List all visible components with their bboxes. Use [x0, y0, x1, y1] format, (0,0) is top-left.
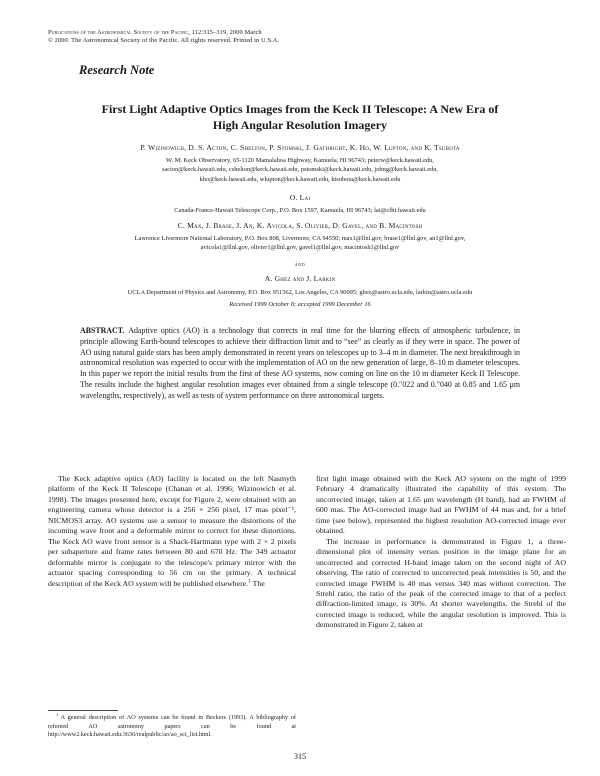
author-list-1: P. Wizinowich, D. S. Acton, C. Shelton, P. Stomski, J. Gathright, K. Ho, W. Lupton, and K. Tsubota: [140, 143, 460, 152]
body-column-right: [316, 474, 566, 631]
affiliation-llnl-line-1: Lawrence Livermore National Laboratory, P.O. Box 808, Livermore, CA 94550; max1@llnl.gov, brase1@llnl.gov, an1@llnl.gov,: [134, 235, 466, 242]
title-line-2: High Angular Resolution Imagery: [212, 118, 388, 132]
footnote-divider: [48, 710, 118, 711]
body-left-text: The Keck adaptive optics (AO) facility is located on the left Nasmyth platform of the Keck II Telescope (Chanan et al. 1996; Wizinowich et al. 1998). The images presented here, except for Figure 2, were obtained with an engineering camera whose detector is a 256 × 256 pixel, 17 mas pixel⁻¹, NICMOS3 array. AO systems use a sensor to measure the distortions of the incoming wave front and a deformable mirror to correct for these distortions. The Keck AO wave front sensor is a Shack-Hartmann type with 2 × 2 pixels per subaperture and frame rates between 80 and 670 Hz. The 349 actuator deformable mirror is conjugate to the telescope's primary mirror with the actuator spacing corresponding to 56 cm on the primary. A technical description of the Keck AO system will be published elsewhere.: [48, 474, 296, 588]
abstract-text: Adaptive optics (AO) is a technology that corrects in real time for the blurring effects of atmospheric turbulence, in principle allowing Earth-bound telescopes to achieve their diffraction limit and to “see” as clearly as if they were in space. The power of AO using natural guide stars has been amply demonstrated in recent years on telescopes up to 3–4 m in diameter. The next breakthrough in astronomical resolution was expected to occur with the implementation of AO on the new generation of large, 8–10 m diameter telescopes. In this paper we report the initial results from the first of these AO systems, now coming on line on the 10 m diameter Keck II Telescope. The results include the highest angular resolution images ever obtained from a single telescope (0.″022 and 0.″040 at 0.85 and 1.65 μm wavelengths, respectively), as well as tests of system performance on three astronomical targets.: [80, 326, 520, 400]
footnote-mark: 1: [56, 711, 59, 717]
body-column-left: [48, 474, 296, 589]
author-list-3: C. Max, J. Brase, J. An, K. Avicola, S. Olivier, D. Gavel, and B. Macintosh: [177, 221, 423, 230]
abstract: [80, 326, 520, 401]
body-left-tail: The: [250, 578, 265, 588]
affiliation-keck-line-3: kho@keck.hawaii.edu, wlupton@keck.hawaii.edu, ktsubota@keck.hawaii.edu: [199, 175, 401, 183]
abstract-label: ABSTRACT.: [80, 326, 125, 335]
body-paragraph: The increase in performance is demonstrated in Figure 1, a three-dimensional plot of intensity versus position in the image plane for an uncorrected and corrected H-band image taken on the second night of AO observing. The ratio of corrected to uncorrected peak intensities is 50, and the corrected image FWHM is 40 mas versus 340 mas without correction. The Strehl ratio, the ratio of the peak of the corrected image to that of a perfect diffraction-limited image, is 30%. At shorter wavelengths, the Strehl of the corrected image is reduced, while the angular resolution is improved. This is demonstrated in Figure 2, taken at: [316, 536, 566, 630]
author-list-2: O. Lai: [289, 193, 311, 202]
body-paragraph: first light image obtained with the Keck AO system on the night of 1999 February 4 dramatically illustrated the capability of this system. The uncorrected image, taken at 1.65 μm wavelength (H band), had an FWHM of 600 mas. The AO-corrected image had an FWHM of 44 mas and, for a brief time (see below), represented the highest resolution AO-corrected image ever obtained.: [316, 474, 566, 536]
affiliation-keck-line-2: sacton@keck.hawaii.edu, cshelton@keck.hawaii.edu, pstomski@keck.hawaii.edu, johng@keck.hawaii.edu,: [161, 166, 439, 174]
and-separator: and: [294, 262, 306, 268]
copyright-line: © 2000. The Astronomical Society of the Pacific. All rights reserved. Printed in U.S.A.: [48, 37, 280, 45]
affiliation-keck: [40, 156, 560, 184]
paper-title: [60, 101, 540, 133]
received-dates: Received 1999 October 8; accepted 1999 December 16: [229, 301, 371, 308]
affiliation-llnl: [40, 234, 560, 253]
affiliation-keck-line-1: W. M. Keck Observatory, 65-1120 Mamalahoa Highway, Kamuela, HI 96743; peterw@keck.hawaii.edu,: [166, 157, 434, 164]
journal-header: [48, 29, 279, 45]
section-label: Research Note: [79, 63, 155, 77]
affiliation-ucla: UCLA Department of Physics and Astronomy, P.O. Box 951562, Los Angeles, CA 90095; ghez@astro.ucla.edu, larkin@astro.ucla.edu: [127, 289, 473, 296]
journal-citation: , 112:315–319, 2000 March: [188, 29, 262, 36]
body-paragraph: [48, 474, 296, 589]
affiliation-cfht: Canada-France-Hawaii Telescope Corp., P.O. Box 1597, Kamuela, HI 96743; lai@cfht.hawaii.edu: [174, 207, 426, 214]
footnote-reference: 1: [248, 577, 251, 584]
journal-name: Publications of the Astronomical Society of the Pacific: [48, 29, 189, 36]
footnote-paragraph: [48, 711, 296, 740]
affiliation-llnl-line-2: avicola1@llnl.gov, olivier1@llnl.gov, gavel1@llnl.gov, macintosh1@llnl.gov: [200, 244, 400, 252]
footnote-text: A general description of AO systems can be found in Beckers (1993). A bibliography of refereed AO astronomy papers can be found at http://www2.keck.hawaii.edu:3636/realpublic/ao/ao_sci_list.html.: [48, 714, 296, 739]
footnote: [48, 711, 296, 740]
author-list-4: A. Ghez and J. Larkin: [264, 274, 336, 283]
title-line-1: First Light Adaptive Optics Images from the Keck II Telescope: A New Era of: [101, 102, 499, 116]
page-number: 315: [294, 752, 306, 761]
